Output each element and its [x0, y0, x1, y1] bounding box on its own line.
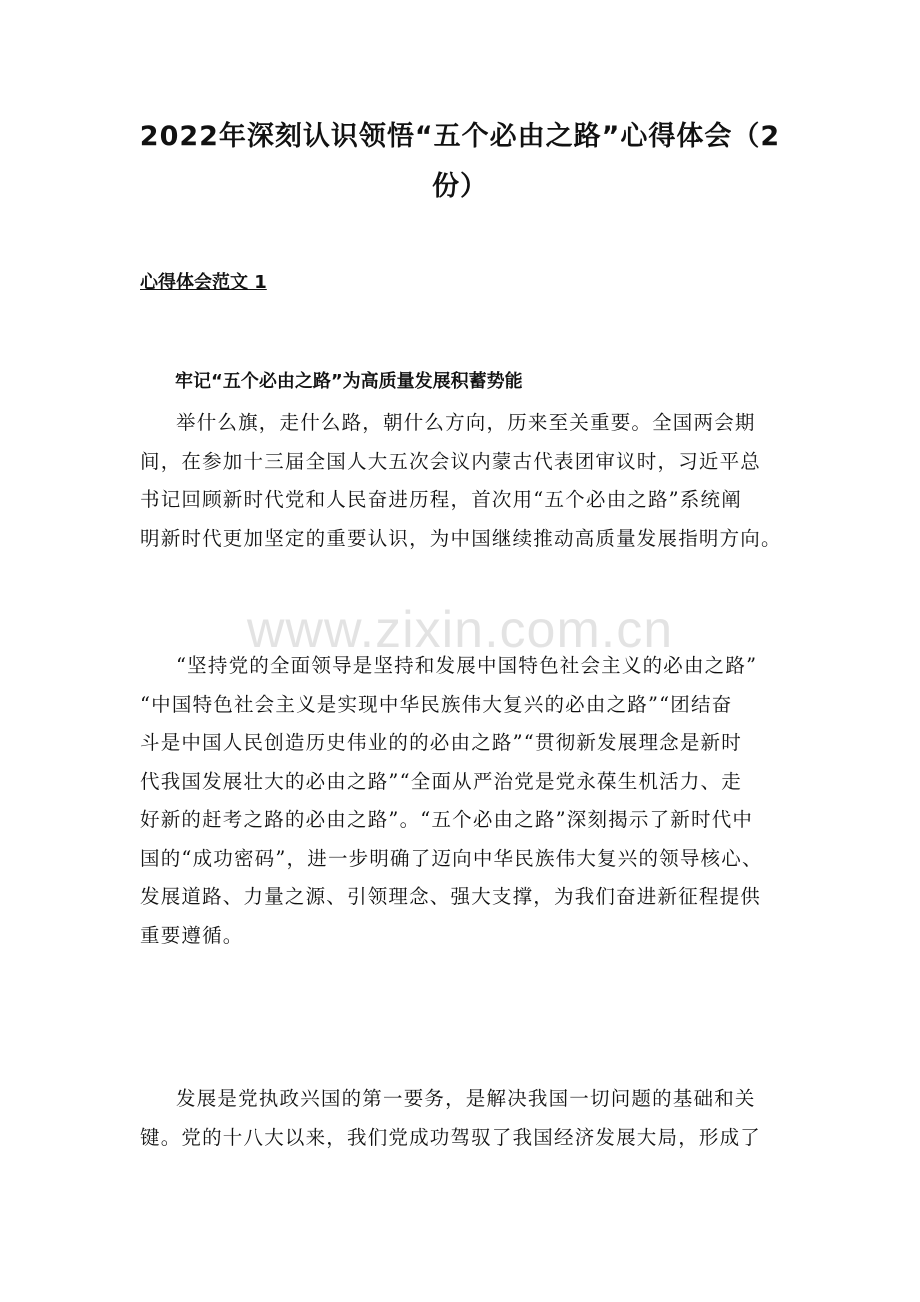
document-title	[100, 112, 820, 212]
paragraph-line: “中国特色社会主义是实现中华民族伟大复兴的必由之路”“团结奋	[140, 692, 733, 716]
section-label: 心得体会范文 1	[140, 272, 267, 293]
paragraph-line: 重要遵循。	[140, 923, 244, 947]
paragraph-line: 间，在参加十三届全国人大五次会议内蒙古代表团审议时，习近平总	[140, 449, 762, 473]
paragraph-2	[140, 647, 800, 955]
paragraph-line: 国的“成功密码”，进一步明确了迈向中华民族伟大复兴的领导核心、	[140, 846, 763, 870]
section-heading: 牢记“五个必由之路”为高质量发展积蓄势能	[175, 371, 523, 392]
title-line-1: 2022年深刻认识领悟“五个必由之路”心得体会（2	[139, 121, 781, 152]
paragraph-line: “坚持党的全面领导是坚持和发展中国特色社会主义的必由之路”	[176, 654, 758, 677]
title-line-2: 份）	[432, 171, 488, 202]
paragraph-line: 举什么旗，走什么路，朝什么方向，历来至关重要。全国两会期	[176, 411, 756, 434]
paragraph-line: 发展道路、力量之源、引领理念、强大支撑，为我们奋进新征程提供	[140, 885, 762, 908]
paragraph-line: 键。党的十八大以来，我们党成功驾驭了我国经济发展大局，形成了	[140, 1125, 762, 1149]
paragraph-line: 发展是党执政兴国的第一要务，是解决我国一切问题的基础和关	[176, 1087, 756, 1110]
paragraph-3	[140, 1080, 800, 1157]
paragraph-line: 书记回顾新时代党和人民奋进历程，首次用“五个必由之路”系统阐	[140, 488, 742, 511]
paragraph-line: 代我国发展壮大的必由之路”“全面从严治党是党永葆生机活力、走	[140, 769, 742, 793]
paragraph-1	[140, 404, 800, 558]
watermark: www.zixin.com.cn	[246, 601, 674, 659]
paragraph-line: 明新时代更加坚定的重要认识，为中国继续推动高质量发展指明方向。	[140, 526, 782, 550]
paragraph-line: 斗是中国人民创造历史伟业的的必由之路”“贯彻新发展理念是新时	[140, 731, 742, 754]
paragraph-line: 好新的赶考之路的必由之路”。“五个必由之路”深刻揭示了新时代中	[140, 808, 754, 831]
